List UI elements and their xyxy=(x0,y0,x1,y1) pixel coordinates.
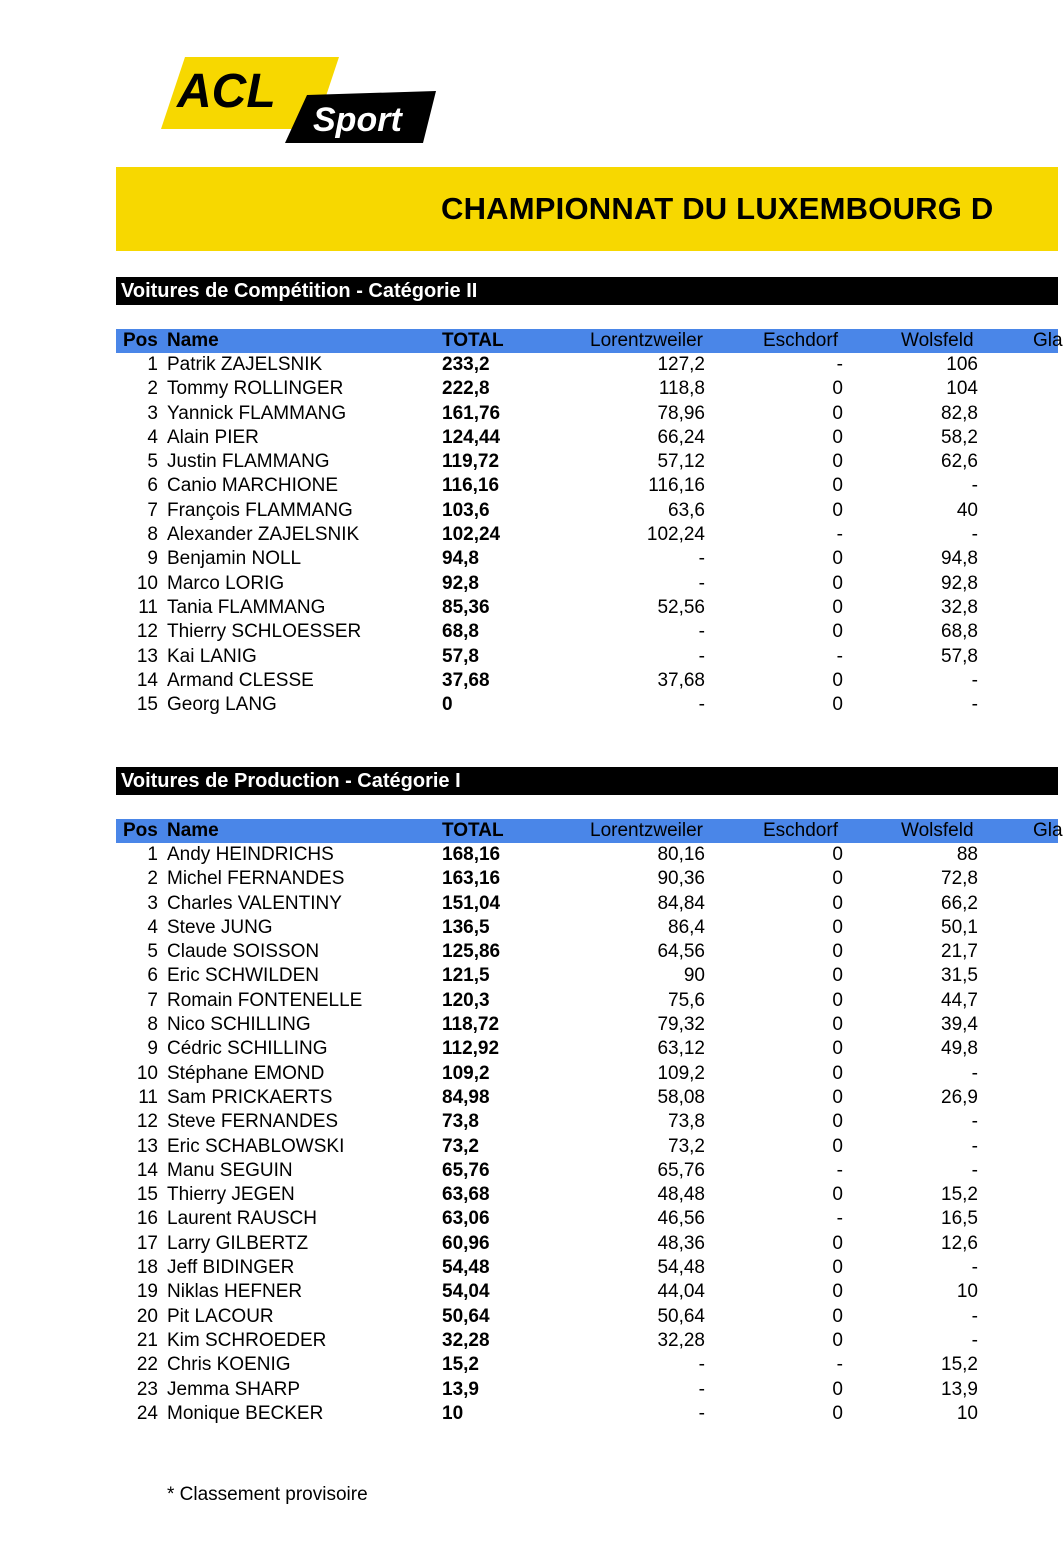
cell-total: 85,36 xyxy=(442,596,490,618)
cell-total: 68,8 xyxy=(442,621,479,643)
cell-total: 112,92 xyxy=(442,1038,500,1060)
cell-pos: 1 xyxy=(147,354,158,375)
table-row xyxy=(116,1329,1058,1353)
table-row xyxy=(116,523,1058,547)
cell-pos: 10 xyxy=(136,1062,158,1084)
cell-eschdorf: 0 xyxy=(832,1086,843,1108)
cell-eschdorf: 0 xyxy=(832,1111,843,1133)
title-banner xyxy=(116,167,1058,251)
cell-pos: 15 xyxy=(136,694,158,716)
cell-name: Tania FLAMMANG xyxy=(167,596,326,618)
cell-pos: 7 xyxy=(147,989,158,1011)
cell-eschdorf: 0 xyxy=(832,1281,843,1303)
table-row xyxy=(116,867,1058,891)
cell-pos: 9 xyxy=(147,1038,158,1060)
cell-lorentzweiler: 80,16 xyxy=(657,844,705,865)
cell-eschdorf: 0 xyxy=(832,596,843,618)
cell-lorentzweiler: 64,56 xyxy=(657,941,705,963)
header-name: Name xyxy=(167,330,219,351)
cell-lorentzweiler: 66,24 xyxy=(657,426,705,448)
cell-pos: 21 xyxy=(136,1329,158,1351)
header-pos: Pos xyxy=(123,330,158,351)
table-row xyxy=(116,572,1058,596)
cell-wolsfeld: - xyxy=(971,1257,978,1279)
cell-name: Jeff BIDINGER xyxy=(167,1257,295,1279)
cell-eschdorf: 0 xyxy=(832,426,843,448)
header-eschdorf: Eschdorf xyxy=(763,820,838,841)
table-row xyxy=(116,693,1058,717)
cell-lorentzweiler: 48,48 xyxy=(657,1184,705,1206)
cell-eschdorf: 0 xyxy=(832,451,843,473)
cell-total: 37,68 xyxy=(442,669,490,691)
cell-lorentzweiler: 75,6 xyxy=(668,989,705,1011)
cell-eschdorf: 0 xyxy=(832,548,843,570)
cell-total: 92,8 xyxy=(442,572,479,594)
cell-name: Larry GILBERTZ xyxy=(167,1232,309,1254)
cell-pos: 2 xyxy=(147,378,158,400)
cell-pos: 16 xyxy=(136,1208,158,1230)
cell-total: 109,2 xyxy=(442,1062,490,1084)
cell-wolsfeld: 15,2 xyxy=(941,1354,978,1376)
cell-total: 120,3 xyxy=(442,989,490,1011)
cell-total: 32,28 xyxy=(442,1329,490,1351)
table-row xyxy=(116,1256,1058,1280)
cell-eschdorf: 0 xyxy=(832,475,843,497)
cell-total: 15,2 xyxy=(442,1354,479,1376)
header-total: TOTAL xyxy=(442,330,504,351)
cell-lorentzweiler: 57,12 xyxy=(657,451,705,473)
cell-wolsfeld: 82,8 xyxy=(941,402,978,424)
table-row xyxy=(116,1159,1058,1183)
results-table-competition xyxy=(116,329,1063,717)
cell-total: 65,76 xyxy=(442,1159,490,1181)
cell-wolsfeld: 106 xyxy=(946,354,978,375)
cell-lorentzweiler: 54,48 xyxy=(657,1257,705,1279)
cell-lorentzweiler: - xyxy=(698,1378,705,1400)
cell-eschdorf: 0 xyxy=(832,1135,843,1157)
cell-eschdorf: 0 xyxy=(832,402,843,424)
cell-eschdorf: 0 xyxy=(832,694,843,716)
cell-wolsfeld: - xyxy=(971,669,978,691)
cell-lorentzweiler: 32,28 xyxy=(657,1329,705,1351)
cell-lorentzweiler: 58,08 xyxy=(657,1086,705,1108)
cell-wolsfeld: 13,9 xyxy=(941,1378,978,1400)
cell-pos: 11 xyxy=(138,596,158,618)
table-row xyxy=(116,1110,1058,1134)
cell-total: 13,9 xyxy=(442,1378,479,1400)
cell-name: Georg LANG xyxy=(167,694,277,716)
cell-lorentzweiler: 63,12 xyxy=(657,1038,705,1060)
cell-total: 121,5 xyxy=(442,965,490,987)
cell-pos: 8 xyxy=(147,524,158,546)
table-row xyxy=(116,843,1058,867)
cell-name: Stéphane EMOND xyxy=(167,1062,325,1084)
cell-lorentzweiler: 65,76 xyxy=(657,1159,705,1181)
table-row xyxy=(116,645,1058,669)
cell-eschdorf: 0 xyxy=(832,1232,843,1254)
cell-total: 163,16 xyxy=(442,868,501,890)
cell-lorentzweiler: 116,16 xyxy=(648,475,705,497)
cell-lorentzweiler: 48,36 xyxy=(657,1232,705,1254)
table-row xyxy=(116,499,1058,523)
table-row xyxy=(116,1086,1058,1110)
cell-wolsfeld: 31,5 xyxy=(941,965,978,987)
table-row xyxy=(116,989,1058,1013)
cell-name: Kim SCHROEDER xyxy=(167,1329,327,1351)
cell-name: Alexander ZAJELSNIK xyxy=(167,524,360,546)
table-row xyxy=(116,474,1058,498)
cell-wolsfeld: 49,8 xyxy=(941,1038,978,1060)
header-name: Name xyxy=(167,820,219,841)
cell-wolsfeld: 40 xyxy=(956,499,978,521)
table-row xyxy=(116,892,1058,916)
cell-name: Charles VALENTINY xyxy=(167,892,342,914)
cell-pos: 15 xyxy=(136,1184,158,1206)
cell-total: 116,16 xyxy=(442,475,500,497)
cell-pos: 4 xyxy=(147,916,158,938)
cell-wolsfeld: 10 xyxy=(956,1281,978,1303)
cell-pos: 6 xyxy=(147,475,158,497)
cell-wolsfeld: - xyxy=(971,1062,978,1084)
cell-name: Canio MARCHIONE xyxy=(167,475,339,497)
page-title: CHAMPIONNAT DU LUXEMBOURG D xyxy=(441,191,994,226)
cell-eschdorf: 0 xyxy=(832,868,843,890)
cell-pos: 10 xyxy=(136,572,158,594)
cell-eschdorf: 0 xyxy=(832,1329,843,1351)
cell-name: Eric SCHWILDEN xyxy=(167,965,320,987)
cell-total: 73,8 xyxy=(442,1111,479,1133)
table-row xyxy=(116,353,1058,377)
cell-total: 0 xyxy=(442,694,453,716)
cell-pos: 6 xyxy=(147,965,158,987)
cell-lorentzweiler: 86,4 xyxy=(668,916,705,938)
cell-eschdorf: 0 xyxy=(832,989,843,1011)
cell-total: 118,72 xyxy=(442,1014,500,1036)
cell-wolsfeld: 39,4 xyxy=(941,1014,978,1036)
cell-wolsfeld: 32,8 xyxy=(941,596,978,618)
cell-wolsfeld: - xyxy=(971,1135,978,1157)
table-row xyxy=(116,1305,1058,1329)
cell-pos: 5 xyxy=(147,941,158,963)
cell-eschdorf: 0 xyxy=(832,669,843,691)
cell-eschdorf: 0 xyxy=(832,892,843,914)
cell-pos: 17 xyxy=(136,1232,158,1254)
cell-wolsfeld: - xyxy=(971,475,978,497)
cell-total: 124,44 xyxy=(442,426,501,448)
table-row xyxy=(116,1135,1058,1159)
cell-name: Benjamin NOLL xyxy=(167,548,302,570)
cell-eschdorf: 0 xyxy=(832,1038,843,1060)
cell-pos: 18 xyxy=(136,1257,158,1279)
cell-name: Sam PRICKAERTS xyxy=(167,1086,333,1108)
cell-name: Michel FERNANDES xyxy=(167,868,345,890)
cell-name: Chris KOENIG xyxy=(167,1354,291,1376)
cell-name: Manu SEGUIN xyxy=(167,1159,293,1181)
cell-pos: 22 xyxy=(136,1354,158,1376)
cell-name: Armand CLESSE xyxy=(167,669,314,691)
cell-total: 233,2 xyxy=(442,354,490,375)
cell-pos: 4 xyxy=(147,426,158,448)
cell-name: Nico SCHILLING xyxy=(167,1014,311,1036)
cell-total: 84,98 xyxy=(442,1086,490,1108)
cell-total: 125,86 xyxy=(442,941,501,963)
cell-name: Tommy ROLLINGER xyxy=(167,378,344,400)
cell-pos: 14 xyxy=(136,1159,158,1181)
cell-lorentzweiler: 50,64 xyxy=(657,1305,705,1327)
cell-eschdorf: 0 xyxy=(832,499,843,521)
logo-brand-text: ACL xyxy=(177,65,276,118)
cell-eschdorf: - xyxy=(836,1208,843,1230)
table-row xyxy=(116,1353,1058,1377)
cell-total: 103,6 xyxy=(442,499,490,521)
cell-wolsfeld: - xyxy=(971,1111,978,1133)
cell-name: Steve JUNG xyxy=(167,916,273,938)
cell-name: François FLAMMANG xyxy=(167,499,353,521)
table-row xyxy=(116,620,1058,644)
cell-total: 136,5 xyxy=(442,916,490,938)
cell-lorentzweiler: 102,24 xyxy=(646,524,705,546)
table-row xyxy=(116,1183,1058,1207)
cell-lorentzweiler: 44,04 xyxy=(657,1281,705,1303)
cell-wolsfeld: 104 xyxy=(946,378,978,400)
cell-eschdorf: 0 xyxy=(832,941,843,963)
cell-total: 168,16 xyxy=(442,844,501,865)
table-row xyxy=(116,1013,1058,1037)
cell-lorentzweiler: - xyxy=(698,694,705,716)
cell-pos: 5 xyxy=(147,451,158,473)
header-total: TOTAL xyxy=(442,820,504,841)
cell-pos: 9 xyxy=(147,548,158,570)
cell-lorentzweiler: - xyxy=(698,645,705,667)
cell-pos: 12 xyxy=(136,1111,158,1133)
table-row xyxy=(116,1378,1058,1402)
cell-lorentzweiler: - xyxy=(698,1354,705,1376)
cell-eschdorf: 0 xyxy=(832,965,843,987)
cell-wolsfeld: 57,8 xyxy=(941,645,978,667)
table-row xyxy=(116,964,1058,988)
cell-eschdorf: - xyxy=(836,354,843,375)
cell-lorentzweiler: 52,56 xyxy=(657,596,705,618)
cell-wolsfeld: 72,8 xyxy=(941,868,978,890)
cell-lorentzweiler: - xyxy=(698,1402,705,1424)
cell-wolsfeld: 62,6 xyxy=(941,451,978,473)
cell-pos: 23 xyxy=(136,1378,158,1400)
cell-pos: 20 xyxy=(136,1305,158,1327)
header-lorentzweiler: Lorentzweiler xyxy=(590,330,703,351)
cell-total: 63,68 xyxy=(442,1184,490,1206)
cell-total: 54,48 xyxy=(442,1257,490,1279)
cell-pos: 12 xyxy=(136,621,158,643)
table-row xyxy=(116,940,1058,964)
cell-name: Cédric SCHILLING xyxy=(167,1038,328,1060)
cell-wolsfeld: 26,9 xyxy=(941,1086,978,1108)
cell-eschdorf: 0 xyxy=(832,844,843,865)
cell-total: 10 xyxy=(442,1402,464,1424)
section-title-production: Voitures de Production - Catégorie I xyxy=(116,767,1058,795)
cell-eschdorf: - xyxy=(836,1354,843,1376)
header-wolsfeld: Wolsfeld xyxy=(901,820,974,841)
cell-eschdorf: - xyxy=(836,645,843,667)
cell-wolsfeld: 88 xyxy=(956,844,978,865)
cell-name: Marco LORIG xyxy=(167,572,285,594)
section-title-competition: Voitures de Compétition - Catégorie II xyxy=(116,277,1058,305)
logo-sub-text: Sport xyxy=(313,101,402,139)
cell-name: Thierry SCHLOESSER xyxy=(167,621,362,643)
cell-eschdorf: 0 xyxy=(832,572,843,594)
cell-pos: 13 xyxy=(136,1135,158,1157)
cell-wolsfeld: - xyxy=(971,1305,978,1327)
cell-pos: 3 xyxy=(147,402,158,424)
table-row xyxy=(116,547,1058,571)
cell-lorentzweiler: - xyxy=(698,621,705,643)
cell-name: Laurent RAUSCH xyxy=(167,1208,317,1230)
cell-total: 94,8 xyxy=(442,548,479,570)
cell-wolsfeld: 21,7 xyxy=(941,941,978,963)
cell-eschdorf: - xyxy=(836,1159,843,1181)
cell-lorentzweiler: 84,84 xyxy=(657,892,705,914)
table-row xyxy=(116,1207,1058,1231)
table-row xyxy=(116,426,1058,450)
cell-pos: 8 xyxy=(147,1014,158,1036)
header-wolsfeld: Wolsfeld xyxy=(901,330,974,351)
cell-pos: 19 xyxy=(136,1281,158,1303)
cell-wolsfeld: - xyxy=(971,1329,978,1351)
table-row xyxy=(116,1062,1058,1086)
cell-eschdorf: 0 xyxy=(832,1305,843,1327)
cell-lorentzweiler: 73,8 xyxy=(668,1111,705,1133)
cell-eschdorf: - xyxy=(836,524,843,546)
table-row xyxy=(116,450,1058,474)
cell-eschdorf: 0 xyxy=(832,1062,843,1084)
cell-lorentzweiler: 79,32 xyxy=(657,1014,705,1036)
cell-name: Romain FONTENELLE xyxy=(167,989,363,1011)
cell-name: Eric SCHABLOWSKI xyxy=(167,1135,345,1157)
cell-wolsfeld: 58,2 xyxy=(941,426,978,448)
cell-name: Kai LANIG xyxy=(167,645,257,667)
cell-wolsfeld: 12,6 xyxy=(941,1232,978,1254)
cell-wolsfeld: 94,8 xyxy=(941,548,978,570)
table-row xyxy=(116,1280,1058,1304)
cell-pos: 3 xyxy=(147,892,158,914)
cell-name: Steve FERNANDES xyxy=(167,1111,339,1133)
cell-lorentzweiler: 90,36 xyxy=(657,868,705,890)
header-lorentzweiler: Lorentzweiler xyxy=(590,820,703,841)
cell-lorentzweiler: 90 xyxy=(683,965,705,987)
table-header-row xyxy=(116,329,1063,353)
cell-eschdorf: 0 xyxy=(832,916,843,938)
footnote: * Classement provisoire xyxy=(167,1484,368,1505)
cell-total: 50,64 xyxy=(442,1305,490,1327)
table-row xyxy=(116,1402,1058,1426)
cell-wolsfeld: 50,1 xyxy=(941,916,978,938)
cell-total: 151,04 xyxy=(442,892,501,914)
cell-lorentzweiler: 73,2 xyxy=(668,1135,705,1157)
cell-name: Yannick FLAMMANG xyxy=(167,402,347,424)
cell-pos: 11 xyxy=(138,1086,158,1108)
cell-total: 63,06 xyxy=(442,1208,490,1230)
table-row xyxy=(116,377,1058,401)
cell-name: Pit LACOUR xyxy=(167,1305,274,1327)
cell-wolsfeld: 15,2 xyxy=(941,1184,978,1206)
table-row xyxy=(116,596,1058,620)
cell-lorentzweiler: - xyxy=(698,572,705,594)
header-pos: Pos xyxy=(123,820,158,841)
cell-name: Monique BECKER xyxy=(167,1402,324,1424)
table-row xyxy=(116,402,1058,426)
cell-eschdorf: 0 xyxy=(832,1257,843,1279)
table-row xyxy=(116,916,1058,940)
cell-wolsfeld: 10 xyxy=(956,1402,978,1424)
acl-sport-logo xyxy=(161,57,436,143)
cell-name: Niklas HEFNER xyxy=(167,1281,303,1303)
header-next-event: Gla xyxy=(1033,330,1063,351)
cell-wolsfeld: 68,8 xyxy=(941,621,978,643)
cell-name: Thierry JEGEN xyxy=(167,1184,295,1206)
cell-pos: 7 xyxy=(147,499,158,521)
cell-name: Andy HEINDRICHS xyxy=(167,844,334,865)
cell-wolsfeld: - xyxy=(971,1159,978,1181)
cell-wolsfeld: 44,7 xyxy=(941,989,978,1011)
cell-total: 73,2 xyxy=(442,1135,479,1157)
table-header-row xyxy=(116,819,1063,843)
cell-lorentzweiler: 78,96 xyxy=(657,402,705,424)
cell-wolsfeld: 66,2 xyxy=(941,892,978,914)
cell-total: 222,8 xyxy=(442,378,490,400)
cell-pos: 24 xyxy=(136,1402,158,1424)
cell-pos: 1 xyxy=(147,844,158,865)
cell-wolsfeld: - xyxy=(971,694,978,716)
cell-eschdorf: 0 xyxy=(832,1402,843,1424)
cell-lorentzweiler: 63,6 xyxy=(668,499,705,521)
cell-eschdorf: 0 xyxy=(832,1378,843,1400)
cell-lorentzweiler: 37,68 xyxy=(657,669,705,691)
cell-total: 161,76 xyxy=(442,402,501,424)
cell-lorentzweiler: 109,2 xyxy=(657,1062,705,1084)
cell-total: 60,96 xyxy=(442,1232,490,1254)
cell-name: Justin FLAMMANG xyxy=(167,451,330,473)
cell-wolsfeld: 92,8 xyxy=(941,572,978,594)
cell-lorentzweiler: - xyxy=(698,548,705,570)
cell-eschdorf: 0 xyxy=(832,621,843,643)
table-row xyxy=(116,1037,1058,1061)
cell-total: 102,24 xyxy=(442,524,501,546)
cell-total: 54,04 xyxy=(442,1281,490,1303)
cell-eschdorf: 0 xyxy=(832,1184,843,1206)
cell-name: Alain PIER xyxy=(167,426,259,448)
cell-lorentzweiler: 118,8 xyxy=(658,378,705,400)
cell-lorentzweiler: 46,56 xyxy=(657,1208,705,1230)
cell-eschdorf: 0 xyxy=(832,378,843,400)
header-next-event: Gla xyxy=(1033,820,1063,841)
cell-wolsfeld: 16,5 xyxy=(941,1208,978,1230)
table-row xyxy=(116,1232,1058,1256)
cell-name: Patrik ZAJELSNIK xyxy=(167,354,323,375)
cell-pos: 2 xyxy=(147,868,158,890)
table-row xyxy=(116,669,1058,693)
cell-pos: 13 xyxy=(136,645,158,667)
header-eschdorf: Eschdorf xyxy=(763,330,838,351)
cell-eschdorf: 0 xyxy=(832,1014,843,1036)
cell-total: 57,8 xyxy=(442,645,479,667)
cell-lorentzweiler: 127,2 xyxy=(657,354,705,375)
cell-wolsfeld: - xyxy=(971,524,978,546)
cell-name: Claude SOISSON xyxy=(167,941,320,963)
cell-pos: 14 xyxy=(136,669,158,691)
results-table-production xyxy=(116,819,1063,1426)
cell-name: Jemma SHARP xyxy=(167,1378,301,1400)
cell-total: 119,72 xyxy=(442,451,500,473)
